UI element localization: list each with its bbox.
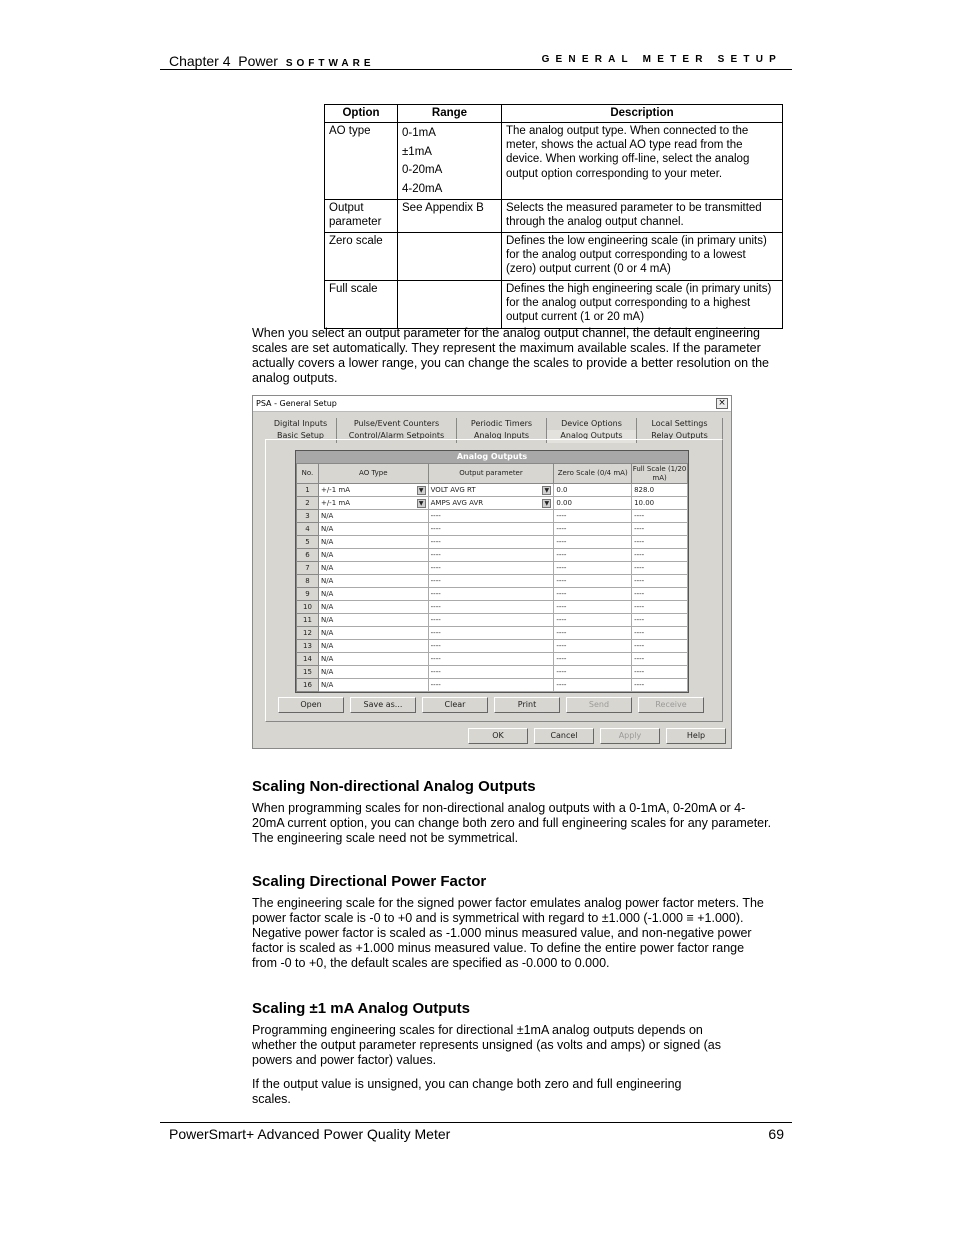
table-row[interactable] (297, 510, 688, 523)
row-number[interactable]: 11 (297, 614, 319, 627)
row-number[interactable]: 6 (297, 549, 319, 562)
table-row[interactable] (297, 497, 688, 510)
grid-body (297, 484, 688, 692)
output-parameter-cell[interactable]: ---- (428, 510, 554, 523)
apply-button[interactable]: Apply (600, 728, 660, 744)
print-button[interactable]: Print (494, 697, 560, 713)
chevron-down-icon[interactable]: ▼ (542, 486, 551, 495)
row-number[interactable]: 2 (297, 497, 319, 510)
output-parameter-cell-combo[interactable] (431, 499, 552, 508)
tab-pulse-event-counters[interactable]: Pulse/Event Counters (337, 418, 457, 431)
output-parameter-cell[interactable]: ---- (428, 627, 554, 640)
chevron-down-icon[interactable]: ▼ (417, 486, 426, 495)
column-header: Zero Scale (0/4 mA) (554, 464, 632, 484)
tab-control-alarm-setpoints[interactable]: Control/Alarm Setpoints (337, 430, 457, 443)
column-header: Output parameter (428, 464, 554, 484)
zero-scale-cell[interactable]: ---- (554, 640, 632, 653)
section-heading: Scaling Non-directional Analog Outputs (252, 778, 536, 795)
ao-type-cell-value: +/-1 mA (320, 498, 350, 507)
row-number[interactable]: 7 (297, 562, 319, 575)
general-setup-dialog (252, 395, 732, 749)
range-value: 0-20mA (402, 164, 443, 176)
tab-basic-setup[interactable]: Basic Setup (265, 430, 337, 443)
ao-type-cell-combo[interactable] (321, 486, 426, 495)
row-number[interactable]: 1 (297, 484, 319, 497)
row-number[interactable]: 15 (297, 666, 319, 679)
output-parameter-cell[interactable]: ---- (428, 653, 554, 666)
output-parameter-cell[interactable]: ---- (428, 601, 554, 614)
option-cell: Output parameter (325, 200, 398, 233)
full-scale-cell[interactable]: ---- (632, 679, 688, 692)
section-paragraph: Programming engineering scales for directional ±1mA analog outputs depends on whether the output parameter represents unsigned (as volts and amps) or signed (as powers and power factor) values. (252, 1023, 722, 1067)
table-row[interactable] (297, 666, 688, 679)
ao-type-cell[interactable]: N/A (318, 575, 428, 588)
tab-analog-outputs[interactable]: Analog Outputs (547, 430, 637, 443)
send-button[interactable]: Send (566, 697, 632, 713)
output-parameter-cell[interactable]: ---- (428, 549, 554, 562)
grid-header-row (297, 464, 688, 484)
range-cell: See Appendix B (398, 200, 502, 233)
range-cell (398, 281, 502, 329)
option-table (324, 104, 783, 329)
output-parameter-cell[interactable]: ---- (428, 614, 554, 627)
zero-scale-cell[interactable]: ---- (554, 562, 632, 575)
output-parameter-cell[interactable]: ---- (428, 679, 554, 692)
row-number[interactable]: 10 (297, 601, 319, 614)
row-number[interactable]: 8 (297, 575, 319, 588)
section-heading: Scaling Directional Power Factor (252, 873, 487, 890)
chapter-subtitle: SOFTWARE (285, 58, 375, 69)
chapter-label (169, 53, 375, 69)
column-header: AO Type (318, 464, 428, 484)
output-parameter-cell[interactable]: ---- (428, 575, 554, 588)
ao-type-cell[interactable]: N/A (318, 640, 428, 653)
save-as-button[interactable]: Save as... (350, 697, 416, 713)
zero-scale-cell[interactable]: ---- (554, 549, 632, 562)
table-row (325, 233, 783, 281)
tab-local-settings[interactable]: Local Settings (637, 418, 723, 431)
cancel-button[interactable]: Cancel (534, 728, 594, 744)
table-row[interactable] (297, 640, 688, 653)
option-cell: Zero scale (325, 233, 398, 281)
table-row[interactable] (297, 562, 688, 575)
row-number[interactable]: 12 (297, 627, 319, 640)
dialog-title: PSA - General Setup (253, 396, 731, 412)
ao-type-cell[interactable]: N/A (318, 614, 428, 627)
row-number[interactable]: 3 (297, 510, 319, 523)
output-parameter-cell[interactable]: ---- (428, 588, 554, 601)
ao-type-cell[interactable]: N/A (318, 601, 428, 614)
row-number[interactable]: 5 (297, 536, 319, 549)
ao-type-cell-value: +/-1 mA (320, 485, 350, 494)
tab-device-options[interactable]: Device Options (547, 418, 637, 431)
table-row[interactable] (297, 588, 688, 601)
chapter-number: Chapter 4 (169, 53, 231, 69)
zero-scale-cell[interactable]: 0.00 (554, 497, 632, 510)
output-parameter-cell[interactable]: ---- (428, 640, 554, 653)
section-paragraph: The engineering scale for the signed power factor emulates analog power factor meters. The power factor scale is -0 to +0 and is symmetrical with regard to ±1.000 (-1.000 ≡ +1.000). Negative power factor is scaled as -1.000 minus measured value, and non-negative power factor is scaled as +1.000 minus measured value. To define the entire power factor range from -0 to +0, the default scales are specified as -0.000 to 0.000. (252, 896, 764, 970)
output-parameter-cell[interactable]: ---- (428, 536, 554, 549)
intro-paragraph: When you select an output parameter for the analog output channel, the default engineering scales are set automatically. They represent the maximum available scales. If the parameter actually covers a lower range, you can change the scales to provide a better resolution on the analog outputs. (252, 326, 769, 385)
zero-scale-cell[interactable]: ---- (554, 601, 632, 614)
zero-scale-cell[interactable]: ---- (554, 575, 632, 588)
full-scale-cell[interactable]: ---- (632, 666, 688, 679)
tab-analog-inputs[interactable]: Analog Inputs (457, 430, 547, 443)
full-scale-cell[interactable]: ---- (632, 549, 688, 562)
dialog-button-row (468, 728, 726, 744)
ao-type-cell-combo[interactable] (321, 499, 426, 508)
zero-scale-cell[interactable]: ---- (554, 679, 632, 692)
range-value: 0-1mA (402, 127, 436, 139)
ao-type-cell[interactable]: N/A (318, 536, 428, 549)
ao-type-cell[interactable]: N/A (318, 627, 428, 640)
table-row[interactable] (297, 601, 688, 614)
page-footer (160, 1122, 792, 1146)
output-parameter-cell-value: VOLT AVG RT (430, 485, 476, 494)
zero-scale-cell[interactable]: ---- (554, 536, 632, 549)
output-parameter-cell-combo[interactable] (431, 486, 552, 495)
zero-scale-cell[interactable]: ---- (554, 627, 632, 640)
description-cell: Defines the low engineering scale (in primary units) for the analog output corresponding to a lowest (zero) output current (0 or 4 mA) (502, 233, 783, 281)
clear-button[interactable]: Clear (422, 697, 488, 713)
zero-scale-cell[interactable]: ---- (554, 666, 632, 679)
zero-scale-cell[interactable]: ---- (554, 510, 632, 523)
ao-type-cell[interactable]: N/A (318, 653, 428, 666)
table-row[interactable] (297, 614, 688, 627)
tab-periodic-timers[interactable]: Periodic Timers (457, 418, 547, 431)
row-number[interactable]: 14 (297, 653, 319, 666)
table-header: Range (398, 105, 502, 123)
analog-outputs-grid (295, 450, 689, 693)
table-row[interactable] (297, 575, 688, 588)
zero-scale-cell[interactable]: ---- (554, 588, 632, 601)
ao-type-cell[interactable]: N/A (318, 562, 428, 575)
analog-outputs-table (296, 463, 688, 692)
table-row[interactable] (297, 679, 688, 692)
chevron-down-icon[interactable]: ▼ (417, 499, 426, 508)
table-row (325, 123, 783, 200)
ao-type-cell[interactable]: N/A (318, 666, 428, 679)
section-title: GENERAL METER SETUP (541, 54, 782, 65)
row-number[interactable]: 9 (297, 588, 319, 601)
page-number: 69 (768, 1126, 784, 1142)
open-button[interactable]: Open (278, 697, 344, 713)
zero-scale-cell[interactable]: ---- (554, 653, 632, 666)
description-cell: Defines the high engineering scale (in primary units) for the analog output corresponding to a highest output current (1 or 20 mA) (502, 281, 783, 329)
zero-scale-cell[interactable]: ---- (554, 523, 632, 536)
column-header: No. (297, 464, 319, 484)
table-header: Description (502, 105, 783, 123)
action-button-row (278, 697, 704, 713)
option-cell: Full scale (325, 281, 398, 329)
full-scale-cell[interactable]: ---- (632, 536, 688, 549)
chevron-down-icon[interactable]: ▼ (542, 499, 551, 508)
full-scale-cell[interactable]: ---- (632, 562, 688, 575)
zero-scale-cell[interactable]: 0.0 (554, 484, 632, 497)
ao-type-cell[interactable]: N/A (318, 510, 428, 523)
row-number[interactable]: 4 (297, 523, 319, 536)
ao-type-cell[interactable]: N/A (318, 679, 428, 692)
range-cell (398, 123, 502, 200)
table-row[interactable] (297, 536, 688, 549)
table-row[interactable] (297, 523, 688, 536)
full-scale-cell[interactable]: 10.00 (632, 497, 688, 510)
ao-type-cell[interactable] (318, 484, 428, 497)
full-scale-cell[interactable]: ---- (632, 601, 688, 614)
full-scale-cell[interactable]: ---- (632, 640, 688, 653)
output-parameter-cell-value: AMPS AVG AVR (430, 498, 484, 507)
section-heading: Scaling ±1 mA Analog Outputs (252, 1000, 470, 1017)
full-scale-cell[interactable]: ---- (632, 653, 688, 666)
table-row (325, 200, 783, 233)
range-value: ±1mA (402, 145, 432, 158)
full-scale-cell[interactable]: ---- (632, 588, 688, 601)
output-parameter-cell[interactable]: ---- (428, 562, 554, 575)
full-scale-cell[interactable]: ---- (632, 523, 688, 536)
table-header: Option (325, 105, 398, 123)
output-parameter-cell[interactable]: ---- (428, 523, 554, 536)
section-paragraph: When programming scales for non-directional analog outputs with a 0-1mA, 0-20mA or 4-20mA current option, you can change both zero and full engineering scales for any parameter. The engineering scale need not be symmetrical. (252, 801, 772, 845)
output-parameter-cell[interactable]: ---- (428, 666, 554, 679)
table-row[interactable] (297, 653, 688, 666)
ao-type-cell[interactable]: N/A (318, 588, 428, 601)
column-header: Full Scale (1/20 mA) (632, 464, 687, 482)
full-scale-cell[interactable]: ---- (632, 627, 688, 640)
chapter-title: Power (238, 53, 278, 69)
help-button[interactable]: Help (666, 728, 726, 744)
description-cell: The analog output type. When connected to the meter, shows the actual AO type read from the device. When working off-line, select the analog output option corresponding to your meter. (502, 123, 783, 200)
product-name: PowerSmart+ Advanced Power Quality Meter (169, 1126, 451, 1142)
page-header (160, 50, 792, 70)
range-value: 4-20mA (402, 182, 443, 195)
table-row[interactable] (297, 484, 688, 497)
range-cell (398, 233, 502, 281)
close-icon[interactable]: × (716, 398, 728, 409)
grid-caption: Analog Outputs (296, 451, 688, 463)
row-number[interactable]: 16 (297, 679, 319, 692)
full-scale-cell[interactable]: 828.0 (632, 484, 688, 497)
section-paragraph: If the output value is unsigned, you can change both zero and full engineering scales. (252, 1077, 682, 1106)
full-scale-cell[interactable]: ---- (632, 575, 688, 588)
table-row[interactable] (297, 627, 688, 640)
table-row (325, 281, 783, 329)
full-scale-cell[interactable]: ---- (632, 614, 688, 627)
zero-scale-cell[interactable]: ---- (554, 614, 632, 627)
option-cell: AO type (325, 123, 398, 200)
ao-type-cell[interactable]: N/A (318, 549, 428, 562)
full-scale-cell[interactable]: ---- (632, 510, 688, 523)
table-header-row (325, 105, 783, 123)
ao-type-cell[interactable]: N/A (318, 523, 428, 536)
receive-button[interactable]: Receive (638, 697, 704, 713)
row-number[interactable]: 13 (297, 640, 319, 653)
output-parameter-cell[interactable] (428, 497, 554, 510)
table-row[interactable] (297, 549, 688, 562)
output-parameter-cell[interactable] (428, 484, 554, 497)
tab-relay-outputs[interactable]: Relay Outputs (637, 430, 723, 443)
tab-digital-inputs[interactable]: Digital Inputs (265, 418, 337, 431)
ok-button[interactable]: OK (468, 728, 528, 744)
ao-type-cell[interactable] (318, 497, 428, 510)
description-cell: Selects the measured parameter to be transmitted through the analog output channel. (502, 200, 783, 233)
